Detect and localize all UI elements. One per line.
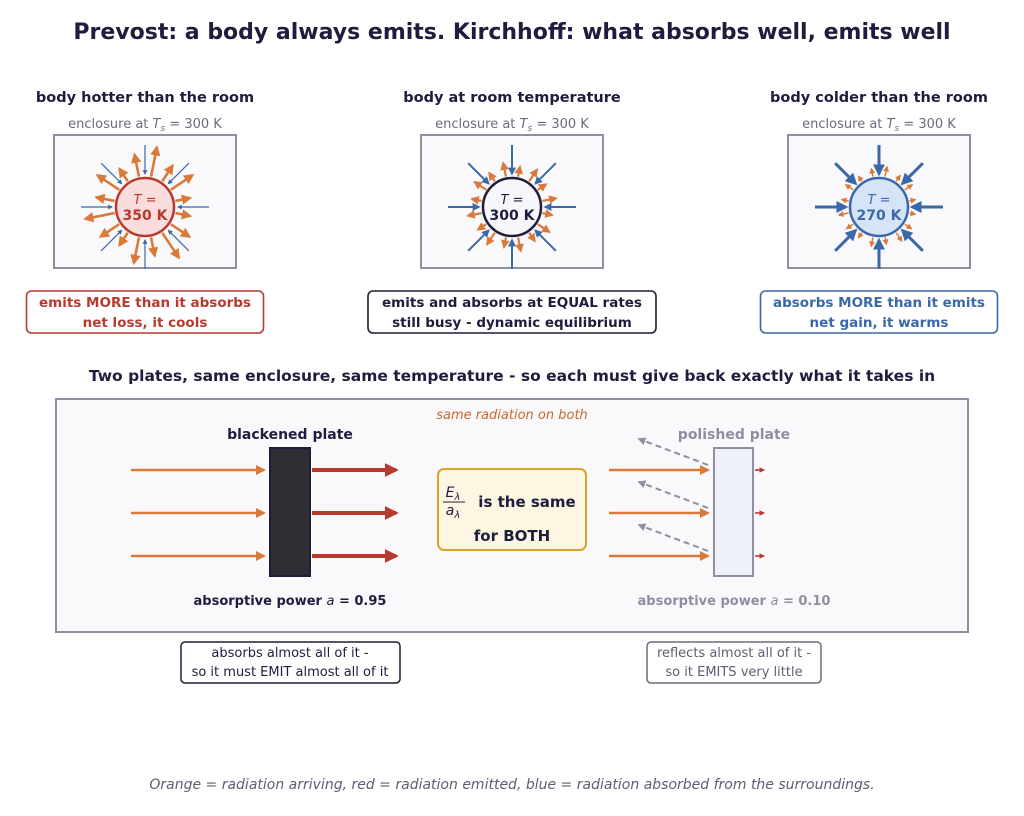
page-title: Prevost: a body always emits. Kirchhoff: what absorbs well, emits well: [73, 20, 951, 45]
polished-abs-symbol: a: [770, 594, 779, 609]
temperature-label: T =: [133, 193, 157, 208]
caption-line1: emits and absorbs at EQUAL rates: [382, 295, 642, 311]
plates-heading: Two plates, same enclosure, same temperature - so each must give back exactly what it takes in: [88, 367, 936, 385]
temperature-value: 270 K: [856, 208, 902, 224]
polished-note-line1: reflects almost all of it -: [656, 646, 812, 661]
enclosure-label: enclosure at $T_s = 300$ K: [435, 117, 589, 134]
caption-line1: absorbs MORE than it emits: [773, 295, 985, 311]
temperature-label: T =: [500, 193, 524, 208]
footer-legend: Orange = radiation arriving, red = radiation emitted, blue = radiation absorbed from the surroundings.: [149, 777, 875, 793]
black-abs-prefix: absorptive power: [193, 594, 327, 609]
temperature-value: 300 K: [489, 208, 535, 224]
ratio-text-both: for BOTH: [473, 527, 551, 545]
black-note-line1: absorbs almost all of it -: [211, 646, 369, 661]
polished-absorptive-power: [638, 594, 831, 609]
enclosure-label: enclosure at $T_s = 300$ K: [802, 117, 956, 134]
ratio-text-same: is the same: [478, 493, 576, 511]
panel-1: [27, 90, 264, 333]
black-absorptive-power: [194, 594, 387, 609]
temperature-label: T =: [867, 193, 891, 208]
panel-heading: body at room temperature: [403, 90, 621, 106]
black-abs-value: = 0.95: [334, 594, 387, 609]
panel-heading: body colder than the room: [770, 90, 988, 106]
polished-plate: [714, 448, 753, 576]
temperature-value: 350 K: [122, 208, 168, 224]
ratio-denominator: $a_\lambda$: [445, 503, 461, 521]
caption-line2: net loss, it cools: [82, 315, 208, 331]
ratio-numerator: $E_\lambda$: [445, 485, 461, 503]
same-radiation-label: same radiation on both: [436, 408, 588, 423]
polished-plate-label: polished plate: [677, 427, 791, 443]
black-note-line2: so it must EMIT almost all of it: [191, 665, 389, 680]
caption-line2: still busy - dynamic equilibrium: [392, 315, 632, 331]
caption-line2: net gain, it warms: [809, 315, 949, 331]
panel-2: [368, 90, 656, 333]
polished-abs-value: = 0.10: [778, 594, 831, 609]
panel-heading: body hotter than the room: [35, 90, 255, 106]
panel-3: [761, 90, 998, 333]
caption-line1: emits MORE than it absorbs: [39, 295, 251, 311]
polished-note-line2: so it EMITS very little: [665, 665, 803, 680]
blackened-plate: [270, 448, 310, 576]
enclosure-label: enclosure at $T_s = 300$ K: [68, 117, 222, 134]
black-abs-symbol: a: [326, 594, 335, 609]
black-plate-label: blackened plate: [227, 427, 353, 443]
polished-abs-prefix: absorptive power: [637, 594, 771, 609]
